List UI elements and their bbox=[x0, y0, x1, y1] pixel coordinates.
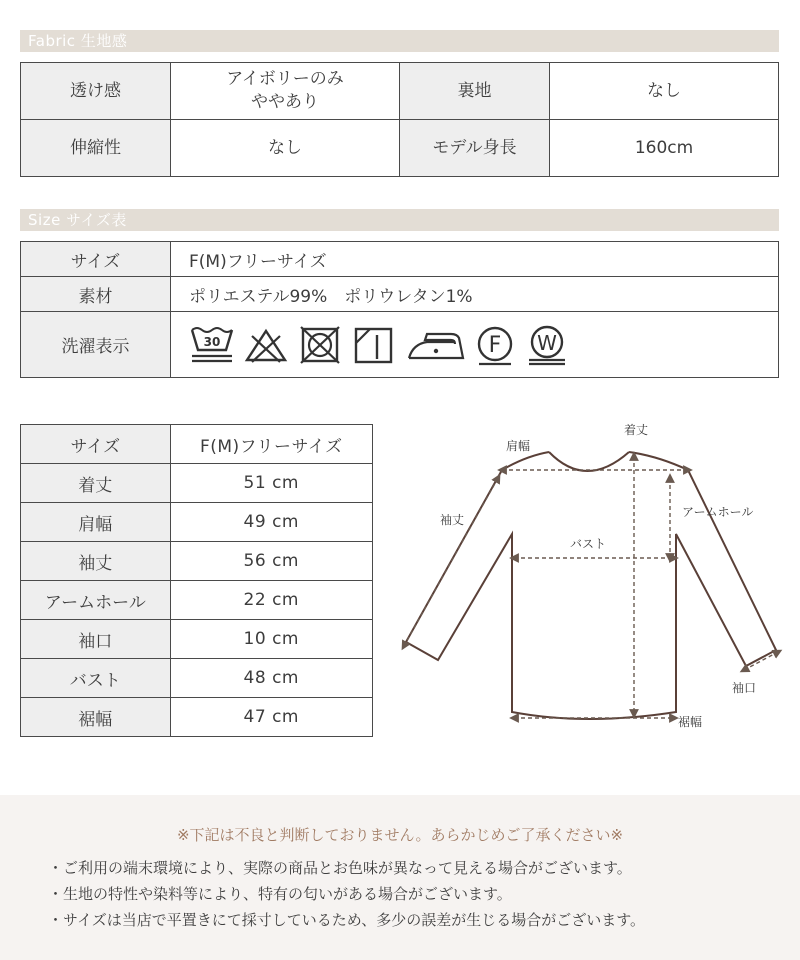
garment-diagram bbox=[398, 408, 790, 738]
table-row bbox=[21, 242, 779, 277]
sheerness-value-line1: アイボリーのみ bbox=[226, 69, 344, 90]
wash-30-icon bbox=[189, 324, 235, 366]
size-label: サイズ bbox=[21, 242, 171, 277]
table-row bbox=[21, 698, 373, 737]
wet-clean-letter: W bbox=[537, 330, 557, 355]
shoulder-label: 肩幅 bbox=[21, 503, 171, 542]
sheerness-value bbox=[171, 63, 400, 120]
diagram-armhole-label: アームホール bbox=[682, 505, 754, 519]
care-icons-cell bbox=[171, 312, 779, 378]
armhole-label: アームホール bbox=[21, 581, 171, 620]
diagram-cuff-label: 袖口 bbox=[732, 681, 757, 695]
fabric-section-heading: Fabric 生地感 bbox=[20, 30, 779, 52]
table-row bbox=[21, 542, 373, 581]
table-row bbox=[21, 312, 779, 378]
diagram-bust-label: バスト bbox=[570, 537, 607, 551]
list-item: ・サイズは当店で平置きにて採寸しているため、多少の誤差が生じる場合がございます。 bbox=[48, 911, 646, 929]
shoulder-value: 49 cm bbox=[170, 503, 372, 542]
table-row bbox=[21, 659, 373, 698]
length-label: 着丈 bbox=[21, 464, 171, 503]
care-label: 洗濯表示 bbox=[21, 312, 171, 378]
sheerness-value-line2: ややあり bbox=[251, 92, 319, 112]
bust-value: 48 cm bbox=[170, 659, 372, 698]
table-row bbox=[21, 277, 779, 312]
hem-label: 裾幅 bbox=[21, 698, 171, 737]
bust-label: バスト bbox=[21, 659, 171, 698]
list-item: ・ご利用の端末環境により、実際の商品とお色味が異なって見える場合がございます。 bbox=[48, 859, 632, 877]
table-row bbox=[21, 503, 373, 542]
hem-value: 47 cm bbox=[170, 698, 372, 737]
table-row bbox=[21, 581, 373, 620]
cuff-label: 袖口 bbox=[21, 620, 171, 659]
measurement-header-label: サイズ bbox=[21, 425, 171, 464]
size-section-heading: Size サイズ表 bbox=[20, 209, 779, 231]
shirt-outline bbox=[406, 452, 776, 719]
lining-value: なし bbox=[550, 63, 779, 120]
low-iron-icon bbox=[405, 324, 465, 366]
care-icons bbox=[189, 324, 778, 366]
table-row bbox=[21, 63, 779, 120]
dry-clean-letter: F bbox=[488, 332, 502, 358]
material-label: 素材 bbox=[21, 277, 171, 312]
line-dry-shade-icon bbox=[351, 324, 397, 366]
dry-clean-f-icon bbox=[473, 324, 517, 366]
table-row bbox=[21, 120, 779, 177]
notice-heading: ※下記は不良と判断しておりません。あらかじめご了承ください※ bbox=[176, 826, 624, 844]
model-height-value: 160cm bbox=[550, 120, 779, 177]
diagram-length-label: 着丈 bbox=[624, 423, 649, 437]
table-row bbox=[21, 620, 373, 659]
table-row bbox=[21, 464, 373, 503]
size-value: F(M)フリーサイズ bbox=[171, 242, 779, 277]
cuff-value: 10 cm bbox=[170, 620, 372, 659]
model-height-label: モデル身長 bbox=[400, 120, 550, 177]
lining-label: 裏地 bbox=[400, 63, 550, 120]
armhole-value: 22 cm bbox=[170, 581, 372, 620]
length-value: 51 cm bbox=[170, 464, 372, 503]
notice-list bbox=[48, 855, 645, 933]
list-item: ・生地の特性や染料等により、特有の匂いがある場合がございます。 bbox=[48, 885, 512, 903]
sheerness-label: 透け感 bbox=[21, 63, 171, 120]
wash-temp-label: 30 bbox=[203, 334, 221, 349]
material-value: ポリエステル99% ポリウレタン1% bbox=[171, 277, 779, 312]
size-info-table bbox=[20, 241, 779, 378]
no-tumble-dry-icon bbox=[297, 324, 343, 366]
sleeve-value: 56 cm bbox=[170, 542, 372, 581]
cuff-measure-line bbox=[744, 652, 778, 670]
wet-clean-w-icon bbox=[525, 324, 569, 366]
fabric-table bbox=[20, 62, 779, 177]
table-row bbox=[21, 425, 373, 464]
stretch-value: なし bbox=[171, 120, 400, 177]
measurement-header-value: F(M)フリーサイズ bbox=[170, 425, 372, 464]
measurement-table bbox=[20, 424, 373, 737]
notice-panel bbox=[0, 795, 800, 960]
diagram-shoulder-label: 肩幅 bbox=[506, 439, 531, 453]
stretch-label: 伸縮性 bbox=[21, 120, 171, 177]
sleeve-label: 袖丈 bbox=[21, 542, 171, 581]
diagram-sleeve-label: 袖丈 bbox=[440, 513, 465, 527]
diagram-hem-label: 裾幅 bbox=[678, 715, 703, 729]
no-bleach-icon bbox=[243, 324, 289, 366]
